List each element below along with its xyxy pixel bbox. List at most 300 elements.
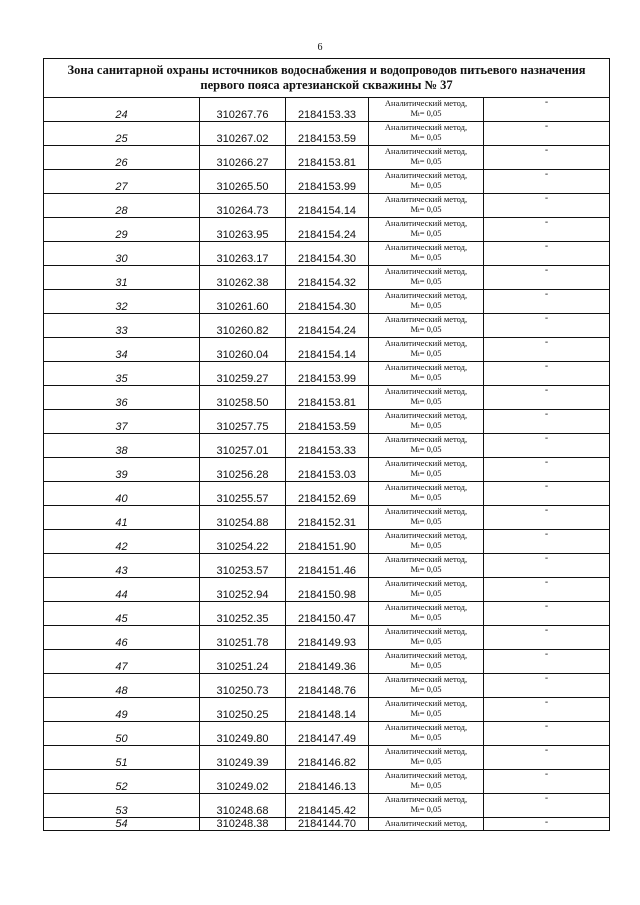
method-label: Аналитический метод, <box>384 458 468 468</box>
empty-value-dash: - <box>484 218 610 242</box>
method-accuracy <box>369 540 483 552</box>
table-row <box>44 770 610 794</box>
accuracy-value: = 0,05 <box>419 204 442 214</box>
method-label: Аналитический метод, <box>384 506 468 516</box>
method-accuracy <box>369 324 483 336</box>
accuracy-symbol: M <box>410 804 419 814</box>
coordinate-y: 2184148.76 <box>286 674 369 698</box>
method-label: Аналитический метод, <box>384 266 468 276</box>
coordinate-y: 2184151.90 <box>286 530 369 554</box>
coordinate-x: 310267.76 <box>200 98 286 122</box>
point-number: 52 <box>44 770 200 794</box>
accuracy-value: = 0,05 <box>419 180 442 190</box>
point-number: 53 <box>44 794 200 818</box>
point-number: 46 <box>44 626 200 650</box>
method-accuracy <box>369 516 483 528</box>
empty-value-dash: - <box>484 722 610 746</box>
accuracy-symbol: M <box>410 516 419 526</box>
accuracy-symbol: M <box>410 396 419 406</box>
empty-value-dash: - <box>484 122 610 146</box>
method-cell <box>369 506 484 530</box>
method-accuracy <box>369 564 483 576</box>
method-accuracy <box>369 660 483 672</box>
empty-value-dash: - <box>484 578 610 602</box>
method-accuracy <box>369 708 483 720</box>
point-number: 26 <box>44 146 200 170</box>
coordinate-x: 310262.38 <box>200 266 286 290</box>
coordinate-y: 2184153.59 <box>286 122 369 146</box>
table-title <box>44 59 610 98</box>
method-accuracy <box>369 468 483 480</box>
point-number: 44 <box>44 578 200 602</box>
method-label: Аналитический метод, <box>384 218 468 228</box>
accuracy-symbol: M <box>410 180 419 190</box>
accuracy-symbol: M <box>410 468 419 478</box>
accuracy-symbol: M <box>410 108 419 118</box>
accuracy-subscript: t <box>418 472 420 478</box>
table-row <box>44 338 610 362</box>
point-number: 29 <box>44 218 200 242</box>
coordinate-y: 2184145.42 <box>286 794 369 818</box>
method-label: Аналитический метод, <box>384 698 468 708</box>
accuracy-symbol: M <box>410 228 419 238</box>
method-accuracy <box>369 732 483 744</box>
accuracy-subscript: t <box>418 352 420 358</box>
coordinate-y: 2184153.81 <box>286 386 369 410</box>
coordinate-y: 2184153.99 <box>286 170 369 194</box>
accuracy-value: = 0,05 <box>419 252 442 262</box>
accuracy-value: = 0,05 <box>419 540 442 550</box>
method-accuracy <box>369 492 483 504</box>
coordinate-x: 310248.68 <box>200 794 286 818</box>
accuracy-subscript: t <box>418 688 420 694</box>
table-row <box>44 170 610 194</box>
method-cell <box>369 170 484 194</box>
coordinate-x: 310257.75 <box>200 410 286 434</box>
table-row <box>44 314 610 338</box>
point-number: 35 <box>44 362 200 386</box>
method-cell <box>369 98 484 122</box>
table-row <box>44 482 610 506</box>
coordinate-y: 2184146.82 <box>286 746 369 770</box>
coordinate-x: 310267.02 <box>200 122 286 146</box>
coordinate-y: 2184147.49 <box>286 722 369 746</box>
table-row <box>44 362 610 386</box>
point-number: 28 <box>44 194 200 218</box>
empty-value-dash: - <box>484 170 610 194</box>
method-cell <box>369 674 484 698</box>
point-number: 50 <box>44 722 200 746</box>
method-cell <box>369 242 484 266</box>
empty-value-dash: - <box>484 266 610 290</box>
coordinate-x: 310255.57 <box>200 482 286 506</box>
accuracy-subscript: t <box>418 280 420 286</box>
accuracy-symbol: M <box>410 156 419 166</box>
accuracy-value: = 0,05 <box>419 636 442 646</box>
table-row <box>44 698 610 722</box>
method-label: Аналитический метод, <box>384 578 468 588</box>
accuracy-symbol: M <box>410 660 419 670</box>
accuracy-symbol: M <box>410 684 419 694</box>
method-label: Аналитический метод, <box>384 818 468 828</box>
accuracy-symbol: M <box>410 132 419 142</box>
coordinate-y: 2184144.70 <box>286 818 369 831</box>
method-cell <box>369 218 484 242</box>
empty-value-dash: - <box>484 458 610 482</box>
accuracy-value: = 0,05 <box>419 588 442 598</box>
method-cell <box>369 434 484 458</box>
empty-value-dash: - <box>484 602 610 626</box>
method-cell <box>369 746 484 770</box>
accuracy-subscript: t <box>418 424 420 430</box>
empty-value-dash: - <box>484 698 610 722</box>
accuracy-subscript: t <box>418 592 420 598</box>
table-row <box>44 290 610 314</box>
empty-value-dash: - <box>484 242 610 266</box>
method-label: Аналитический метод, <box>384 674 468 684</box>
accuracy-symbol: M <box>410 564 419 574</box>
coordinates-table <box>43 58 610 831</box>
accuracy-symbol: M <box>410 588 419 598</box>
method-cell <box>369 410 484 434</box>
table-row <box>44 266 610 290</box>
method-label: Аналитический метод, <box>384 338 468 348</box>
method-accuracy <box>369 372 483 384</box>
method-label: Аналитический метод, <box>384 650 468 660</box>
table-row <box>44 218 610 242</box>
accuracy-value: = 0,05 <box>419 780 442 790</box>
point-number: 43 <box>44 554 200 578</box>
method-cell <box>369 650 484 674</box>
accuracy-symbol: M <box>410 612 419 622</box>
method-label: Аналитический метод, <box>384 602 468 612</box>
accuracy-value: = 0,05 <box>419 564 442 574</box>
table-row <box>44 530 610 554</box>
coordinate-x: 310249.80 <box>200 722 286 746</box>
coordinate-x: 310251.78 <box>200 626 286 650</box>
method-label: Аналитический метод, <box>384 554 468 564</box>
method-label: Аналитический метод, <box>384 794 468 804</box>
empty-value-dash: - <box>484 362 610 386</box>
coordinate-y: 2184154.24 <box>286 218 369 242</box>
point-number: 31 <box>44 266 200 290</box>
coordinate-y: 2184153.33 <box>286 434 369 458</box>
empty-value-dash: - <box>484 338 610 362</box>
accuracy-subscript: t <box>418 616 420 622</box>
accuracy-symbol: M <box>410 252 419 262</box>
coordinate-x: 310260.04 <box>200 338 286 362</box>
empty-value-dash: - <box>484 146 610 170</box>
coordinate-x: 310248.38 <box>200 818 286 831</box>
accuracy-value: = 0,05 <box>419 372 442 382</box>
method-cell <box>369 578 484 602</box>
accuracy-symbol: M <box>410 348 419 358</box>
empty-value-dash: - <box>484 674 610 698</box>
table-row <box>44 722 610 746</box>
accuracy-subscript: t <box>418 376 420 382</box>
coordinate-x: 310260.82 <box>200 314 286 338</box>
method-cell <box>369 266 484 290</box>
accuracy-symbol: M <box>410 276 419 286</box>
empty-value-dash: - <box>484 386 610 410</box>
accuracy-subscript: t <box>418 232 420 238</box>
method-accuracy <box>369 180 483 192</box>
method-cell <box>369 794 484 818</box>
table-row <box>44 242 610 266</box>
accuracy-value: = 0,05 <box>419 804 442 814</box>
coordinate-y: 2184149.36 <box>286 650 369 674</box>
method-accuracy <box>369 132 483 144</box>
coordinate-x: 310263.95 <box>200 218 286 242</box>
empty-value-dash: - <box>484 770 610 794</box>
coordinate-x: 310259.27 <box>200 362 286 386</box>
method-label: Аналитический метод, <box>384 746 468 756</box>
accuracy-subscript: t <box>418 496 420 502</box>
accuracy-subscript: t <box>418 136 420 142</box>
method-accuracy <box>369 108 483 120</box>
coordinate-x: 310264.73 <box>200 194 286 218</box>
table-row <box>44 146 610 170</box>
coordinate-x: 310254.88 <box>200 506 286 530</box>
coordinate-x: 310251.24 <box>200 650 286 674</box>
method-label: Аналитический метод, <box>384 722 468 732</box>
table-row <box>44 818 610 831</box>
coordinate-x: 310257.01 <box>200 434 286 458</box>
method-accuracy <box>369 276 483 288</box>
point-number: 48 <box>44 674 200 698</box>
method-cell <box>369 122 484 146</box>
method-label: Аналитический метод, <box>384 242 468 252</box>
accuracy-value: = 0,05 <box>419 132 442 142</box>
accuracy-symbol: M <box>410 420 419 430</box>
method-accuracy <box>369 300 483 312</box>
empty-value-dash: - <box>484 818 610 831</box>
table-row <box>44 506 610 530</box>
coordinate-x: 310266.27 <box>200 146 286 170</box>
accuracy-symbol: M <box>410 324 419 334</box>
table-row <box>44 98 610 122</box>
coordinate-y: 2184152.31 <box>286 506 369 530</box>
coordinate-y: 2184152.69 <box>286 482 369 506</box>
table-row <box>44 554 610 578</box>
accuracy-subscript: t <box>418 304 420 310</box>
accuracy-symbol: M <box>410 732 419 742</box>
coordinate-y: 2184153.03 <box>286 458 369 482</box>
coordinate-x: 310258.50 <box>200 386 286 410</box>
accuracy-subscript: t <box>418 736 420 742</box>
method-cell <box>369 530 484 554</box>
accuracy-subscript: t <box>418 208 420 214</box>
method-cell <box>369 194 484 218</box>
accuracy-subscript: t <box>418 520 420 526</box>
point-number: 25 <box>44 122 200 146</box>
coordinate-x: 310252.94 <box>200 578 286 602</box>
method-label: Аналитический метод, <box>384 626 468 636</box>
coordinate-y: 2184150.98 <box>286 578 369 602</box>
method-label: Аналитический метод, <box>384 98 468 108</box>
accuracy-subscript: t <box>418 760 420 766</box>
point-number: 27 <box>44 170 200 194</box>
method-accuracy <box>369 684 483 696</box>
method-accuracy <box>369 348 483 360</box>
coordinate-x: 310261.60 <box>200 290 286 314</box>
accuracy-subscript: t <box>418 328 420 334</box>
accuracy-subscript: t <box>418 256 420 262</box>
accuracy-value: = 0,05 <box>419 324 442 334</box>
accuracy-subscript: t <box>418 784 420 790</box>
table-row <box>44 194 610 218</box>
accuracy-value: = 0,05 <box>419 684 442 694</box>
method-label: Аналитический метод, <box>384 122 468 132</box>
method-accuracy <box>369 804 483 816</box>
accuracy-value: = 0,05 <box>419 108 442 118</box>
accuracy-value: = 0,05 <box>419 660 442 670</box>
method-accuracy <box>369 396 483 408</box>
coordinate-y: 2184154.14 <box>286 338 369 362</box>
point-number: 24 <box>44 98 200 122</box>
point-number: 34 <box>44 338 200 362</box>
method-label: Аналитический метод, <box>384 530 468 540</box>
empty-value-dash: - <box>484 746 610 770</box>
coordinate-x: 310265.50 <box>200 170 286 194</box>
table-row <box>44 602 610 626</box>
coordinate-y: 2184154.14 <box>286 194 369 218</box>
point-number: 37 <box>44 410 200 434</box>
point-number: 39 <box>44 458 200 482</box>
accuracy-symbol: M <box>410 300 419 310</box>
accuracy-symbol: M <box>410 444 419 454</box>
method-label: Аналитический метод, <box>384 314 468 324</box>
accuracy-value: = 0,05 <box>419 228 442 238</box>
accuracy-symbol: M <box>410 204 419 214</box>
accuracy-subscript: t <box>418 112 420 118</box>
empty-value-dash: - <box>484 290 610 314</box>
coordinate-x: 310250.25 <box>200 698 286 722</box>
accuracy-value: = 0,05 <box>419 420 442 430</box>
table-row <box>44 386 610 410</box>
method-cell <box>369 338 484 362</box>
accuracy-value: = 0,05 <box>419 756 442 766</box>
coordinate-x: 310250.73 <box>200 674 286 698</box>
method-accuracy <box>369 204 483 216</box>
accuracy-symbol: M <box>410 372 419 382</box>
coordinate-x: 310249.02 <box>200 770 286 794</box>
accuracy-subscript: t <box>418 808 420 814</box>
point-number: 54 <box>44 818 200 831</box>
accuracy-value: = 0,05 <box>419 156 442 166</box>
accuracy-subscript: t <box>418 712 420 718</box>
method-cell <box>369 386 484 410</box>
empty-value-dash: - <box>484 434 610 458</box>
coordinate-y: 2184151.46 <box>286 554 369 578</box>
method-cell <box>369 722 484 746</box>
coordinate-y: 2184154.30 <box>286 290 369 314</box>
accuracy-value: = 0,05 <box>419 468 442 478</box>
method-accuracy <box>369 612 483 624</box>
method-cell <box>369 314 484 338</box>
method-cell <box>369 458 484 482</box>
accuracy-symbol: M <box>410 756 419 766</box>
accuracy-value: = 0,05 <box>419 276 442 286</box>
method-label: Аналитический метод, <box>384 170 468 180</box>
empty-value-dash: - <box>484 530 610 554</box>
coordinate-x: 310256.28 <box>200 458 286 482</box>
table-row <box>44 458 610 482</box>
point-number: 45 <box>44 602 200 626</box>
method-accuracy <box>369 780 483 792</box>
empty-value-dash: - <box>484 194 610 218</box>
accuracy-subscript: t <box>418 568 420 574</box>
coordinate-x: 310254.22 <box>200 530 286 554</box>
page-number: 6 <box>317 42 323 53</box>
accuracy-value: = 0,05 <box>419 492 442 502</box>
method-label: Аналитический метод, <box>384 290 468 300</box>
method-accuracy <box>369 252 483 264</box>
method-accuracy <box>369 636 483 648</box>
coordinate-x: 310249.39 <box>200 746 286 770</box>
method-accuracy <box>369 420 483 432</box>
accuracy-value: = 0,05 <box>419 444 442 454</box>
table-row <box>44 578 610 602</box>
table-body <box>44 59 610 831</box>
table-title-line-2: первого пояса артезианской скважины № 37 <box>200 78 453 92</box>
table-row <box>44 746 610 770</box>
table-title-line-1: Зона санитарной охраны источников водоснабжения и водопроводов питьевого назначения <box>67 63 586 77</box>
point-number: 51 <box>44 746 200 770</box>
table-row <box>44 122 610 146</box>
table-row <box>44 626 610 650</box>
method-accuracy <box>369 756 483 768</box>
method-accuracy <box>369 228 483 240</box>
method-label: Аналитический метод, <box>384 410 468 420</box>
method-cell <box>369 554 484 578</box>
method-cell <box>369 626 484 650</box>
empty-value-dash: - <box>484 626 610 650</box>
accuracy-symbol: M <box>410 636 419 646</box>
coordinate-y: 2184154.32 <box>286 266 369 290</box>
coordinate-y: 2184150.47 <box>286 602 369 626</box>
method-accuracy <box>369 156 483 168</box>
method-cell <box>369 290 484 314</box>
point-number: 30 <box>44 242 200 266</box>
accuracy-subscript: t <box>418 160 420 166</box>
coordinate-y: 2184149.93 <box>286 626 369 650</box>
accuracy-symbol: M <box>410 708 419 718</box>
accuracy-value: = 0,05 <box>419 348 442 358</box>
method-cell <box>369 482 484 506</box>
accuracy-value: = 0,05 <box>419 732 442 742</box>
method-cell <box>369 698 484 722</box>
method-accuracy <box>369 444 483 456</box>
accuracy-subscript: t <box>418 544 420 550</box>
accuracy-subscript: t <box>418 184 420 190</box>
method-label: Аналитический метод, <box>384 434 468 444</box>
accuracy-value: = 0,05 <box>419 300 442 310</box>
coordinate-x: 310263.17 <box>200 242 286 266</box>
empty-value-dash: - <box>484 482 610 506</box>
table-row <box>44 794 610 818</box>
coordinate-y: 2184154.30 <box>286 242 369 266</box>
coordinate-y: 2184154.24 <box>286 314 369 338</box>
accuracy-subscript: t <box>418 664 420 670</box>
coordinate-y: 2184153.33 <box>286 98 369 122</box>
empty-value-dash: - <box>484 794 610 818</box>
method-cell <box>369 362 484 386</box>
point-number: 42 <box>44 530 200 554</box>
method-label: Аналитический метод, <box>384 146 468 156</box>
empty-value-dash: - <box>484 98 610 122</box>
accuracy-value: = 0,05 <box>419 612 442 622</box>
